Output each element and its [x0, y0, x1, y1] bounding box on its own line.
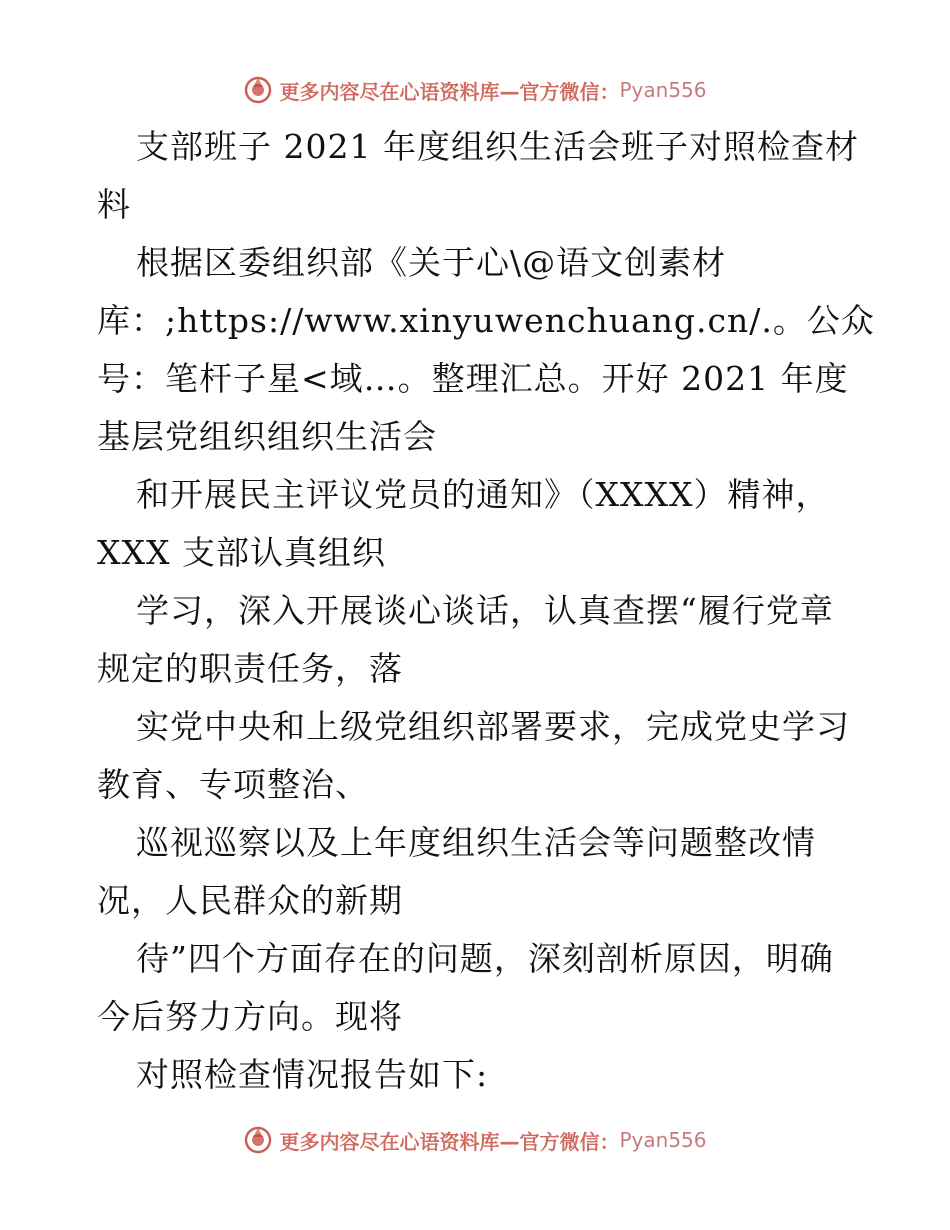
text-line: 根据区委组织部《关于心\@语文创素材: [136, 243, 727, 282]
text-line: 支部班子 2021 年度组织生活会班子对照检查材: [136, 127, 859, 166]
watermark-text: 更多内容尽在心语资料库—官方微信：: [279, 79, 620, 104]
watermark-text: 更多内容尽在心语资料库—官方微信：: [279, 1129, 620, 1154]
text-line: 况，人民群众的新期: [97, 881, 403, 920]
text-line: 号：笔杆子星<域…。整理汇总。开好 2021 年度: [97, 359, 849, 398]
text-line: 基层党组织组织生活会: [97, 417, 437, 456]
text-line: 待”四个方面存在的问题，深刻剖析原因，明确: [136, 939, 834, 978]
text-line: 实党中央和上级党组织部署要求，完成党史学习: [136, 707, 850, 746]
text-line: 今后努力方向。现将: [97, 997, 403, 1036]
document-body: [97, 118, 875, 1104]
watermark-id: Pyan556: [619, 1128, 707, 1152]
text-line: 对照检查情况报告如下:: [136, 1055, 489, 1094]
text-line: 规定的职责任务，落: [97, 649, 403, 688]
text-line: XXX 支部认真组织: [97, 533, 386, 572]
text-line: 料: [97, 185, 131, 224]
text-line: 和开展民主评议党员的通知》（XXXX）精神，: [136, 475, 830, 514]
header-watermark: [0, 70, 950, 110]
brand-logo-icon: [243, 75, 273, 105]
text-line: 巡视巡察以及上年度组织生活会等问题整改情: [136, 823, 816, 862]
text-line: 教育、专项整治、: [97, 765, 369, 804]
text-line: 学习，深入开展谈心谈话，认真查摆“履行党章: [136, 591, 834, 630]
footer-watermark: [0, 1120, 950, 1160]
text-line: 库：;https://www.xinyuwenchuang.cn/.。公众: [97, 301, 875, 340]
brand-logo-icon: [243, 1125, 273, 1155]
watermark-id: Pyan556: [619, 78, 707, 102]
